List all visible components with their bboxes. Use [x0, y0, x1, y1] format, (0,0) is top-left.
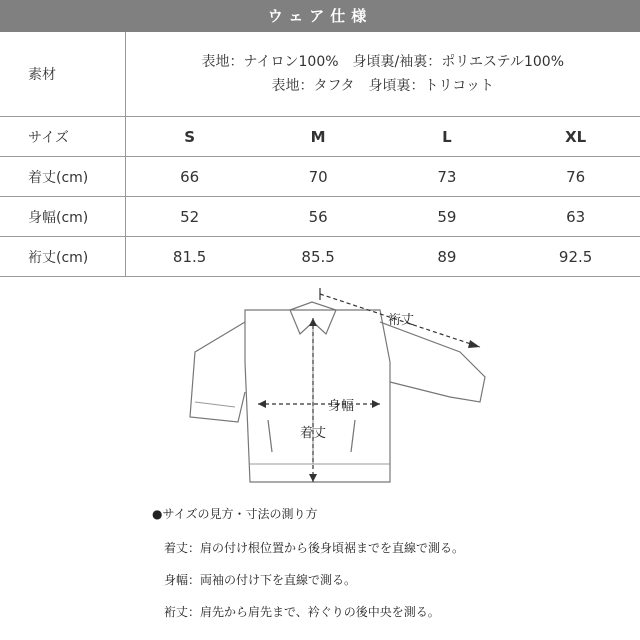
notes-title: ●サイズの見方・寸法の測り方: [152, 507, 318, 521]
table-cell: 66: [125, 157, 254, 197]
note-sleeve: 裄丈：肩先から肩先まで、衿ぐりの後中央を測る。: [164, 605, 440, 619]
jacket-left-sleeve: [190, 322, 245, 422]
size-label: サイズ: [0, 117, 125, 157]
material-row: [0, 32, 640, 117]
table-cell: 89: [383, 237, 512, 277]
sleeve-length-label: 裄丈: [388, 313, 415, 328]
material-line-1: 表地：ナイロン100% 身頃裏/袖裏：ポリエステル100%: [201, 54, 565, 70]
jacket-diagram: [150, 282, 510, 492]
size-header-row: [0, 117, 640, 157]
table-cell: 81.5: [125, 237, 254, 277]
table-cell: 63: [511, 197, 640, 237]
table-row: [0, 197, 640, 237]
table-row: [0, 157, 640, 197]
spec-table: [0, 32, 640, 277]
size-xl: XL: [511, 117, 640, 157]
jacket-body-outline: [245, 310, 390, 482]
table-cell: 85.5: [254, 237, 383, 277]
table-cell: 56: [254, 197, 383, 237]
note-width: 身幅：両袖の付け下を直線で測る。: [164, 573, 357, 587]
body-length-label: 着丈: [300, 426, 327, 441]
table-cell: 76: [511, 157, 640, 197]
note-length: 着丈：肩の付け根位置から後身頃裾までを直線で測る。: [164, 541, 465, 555]
row-label-length: 着丈(cm): [0, 157, 125, 197]
size-s: S: [125, 117, 254, 157]
spec-header: ウェア仕様: [0, 0, 640, 32]
table-cell: 92.5: [511, 237, 640, 277]
table-row: [0, 237, 640, 277]
material-line-2: 表地：タフタ 身頃裏：トリコット: [271, 78, 494, 94]
row-label-width: 身幅(cm): [0, 197, 125, 237]
table-cell: 59: [383, 197, 512, 237]
row-label-sleeve: 裄丈(cm): [0, 237, 125, 277]
size-m: M: [254, 117, 383, 157]
material-label: 素材: [0, 32, 125, 117]
size-l: L: [383, 117, 512, 157]
material-cell: [125, 32, 640, 117]
body-width-label: 身幅: [328, 399, 355, 414]
table-cell: 70: [254, 157, 383, 197]
jacket-right-sleeve: [380, 322, 485, 402]
table-cell: 73: [383, 157, 512, 197]
table-cell: 52: [125, 197, 254, 237]
